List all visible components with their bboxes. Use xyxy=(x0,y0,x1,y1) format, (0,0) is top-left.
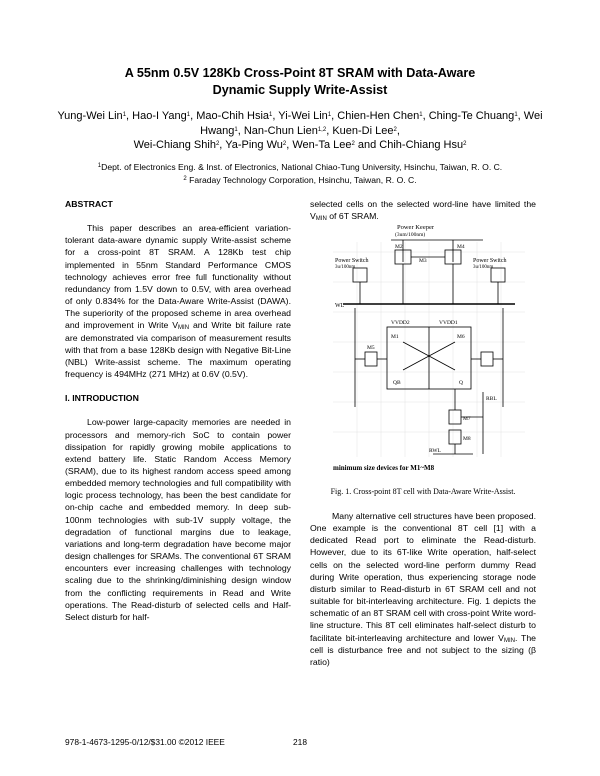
introduction-heading: I. INTRODUCTION xyxy=(65,393,139,404)
author: Kuen-Di Lee xyxy=(332,124,394,137)
author: Wei-Chiang Shih xyxy=(133,139,216,151)
right-column-top xyxy=(310,198,536,222)
figure-caption: Fig. 1. Cross-point 8T cell with Data-Aware Write-Assist. xyxy=(330,487,516,496)
page-number: 218 xyxy=(293,737,307,747)
author: Wei Hwang xyxy=(200,110,543,137)
power-keeper-label: Power Keeper xyxy=(397,224,434,231)
m5-label: M5 xyxy=(367,345,375,351)
author: Wen-Ta Lee xyxy=(292,139,352,151)
rbl-label: RBL xyxy=(486,396,497,402)
author: Yung-Wei Lin xyxy=(57,110,123,122)
author: Yi-Wei Lin xyxy=(278,110,328,122)
author: Ching-Te Chuang xyxy=(428,110,515,122)
m3-label: M3 xyxy=(419,258,427,264)
m4-label: M4 xyxy=(457,244,465,250)
power-switch-left-size: 3u/100nm xyxy=(335,265,356,270)
qb-label: QB xyxy=(393,380,401,386)
vvdd1-label: VVDD1 xyxy=(439,320,458,326)
figure-schematic xyxy=(333,222,525,462)
author-list: Yung-Wei Lin$^1$, Hao-I Yang$^1$, Mao-Chih Hsia$^1$, Yi-Wei Lin$^1$, Chien-Hen Chen$^1$, Ching-Te Chuang$^1$, Wei Hwang$^1$, Nan-Chun Lien$^{1,2}$, Kuen-Di Lee$^2$, Wei-Chiang Shih$^2$, Ya-Ping Wu$^2$, Wen-Ta Lee$^2$ and Chih-Chiang Hsu$^2$ xyxy=(57,110,543,151)
author: Ya-Ping Wu xyxy=(225,139,283,151)
left-column xyxy=(65,198,291,623)
author: Chih-Chiang Hsu xyxy=(379,139,464,151)
power-switch-right-size: 3u/100nm xyxy=(473,265,494,270)
power-switch-right-label: Power Switch xyxy=(473,258,507,264)
vvdd2-label: VVDD2 xyxy=(391,320,410,326)
title-line-1: A 55nm 0.5V 128Kb Cross-Point 8T SRAM with Data-Aware xyxy=(124,66,476,80)
figure-note: minimum size devices for M1~M8 xyxy=(333,464,435,472)
rwl-label: RWL xyxy=(429,448,441,454)
q-label: Q xyxy=(459,380,463,386)
right-column-body xyxy=(310,510,536,668)
author: Nan-Chun Lien xyxy=(243,124,318,137)
power-keeper-size: (3um/100nm) xyxy=(395,232,426,238)
title-line-2: Dynamic Supply Write-Assist xyxy=(212,83,388,97)
m6-label: M6 xyxy=(457,334,465,340)
affiliations xyxy=(40,161,560,186)
m7-label: M7 xyxy=(463,416,471,422)
abstract-text: This paper describes an area-efficient variation-tolerant data-aware dynamic supply Write-assist scheme for a cross-point 8T SRAM. A 128Kb test chip implemented in 55nm Standard Performance CMOS technology achieves error free full functionality without redundancy from 1.5V down to 0.5V, with area overhead of only 0.834% for the Data-Aware Write-Assist (DAWA). The superiority of the proposed scheme in area overhead and improvement in Write $V_{MIN}$ and Write bit failure rate are demonstrated via comparison of measurement results with that from a base 128Kb design with Negative Bit-Line (NBL) Write-assist scheme. The maximum operating frequency is 494MHz (271 MHz) at 0.6V (0.5V). xyxy=(65,223,292,380)
power-switch-left-label: Power Switch xyxy=(335,258,369,264)
wl-label: WL xyxy=(335,303,345,309)
introduction-text: Low-power large-capacity memories are needed in processors and memory-rich SoC to contain power dissipation for rapidly growing mobile applications to extend battery life. Static Random Access Memory (SRAM), due to its highest random access speed among embedded memory technologies and full compatibility with logic process technology, has been the best candidate for on-chip cache and embedded memory. In deep sub-100nm technologies with sub-1V supply voltage, the degradation of functional margins due to leakage, variations and long-term degradation have become major design challenges for SRAMs. The conventional 6T SRAM encounters ever increasing challenges with technology scaling due to the shrinking/diminishing design window from the conflicting requirements in Read and Write operations. The Read-disturb of selected cells and Half-Select disturb for half- xyxy=(65,417,291,622)
m1-label: M1 xyxy=(391,334,399,340)
author: Mao-Chih Hsia xyxy=(196,110,270,122)
m8-label: M8 xyxy=(463,436,471,442)
continued-text: selected cells on the selected word-line have limited the $V_{MIN}$ of 6T SRAM. xyxy=(310,199,536,223)
author: Chien-Hen Chen xyxy=(337,110,420,122)
footer-isbn: 978-1-4673-1295-0/12/$31.00 ©2012 IEEE xyxy=(65,737,225,747)
body-paragraph: Many alternative cell structures have been proposed. One example is the conventional 8T cell [1] with a dedicated Read port to eliminate the Read-disturb. However, due to its 6T-like Write operation, half-select cells on the selected word-line perform dummy Read during Write operation, thus experiencing storage node disturb similar to Read-disturb in 6T SRAM cell and not suitable for bit-interleaving architecture. Fig. 1 depicts the schematic of an 8T SRAM cell with cross-point Write word-line structure. This 8T cell eliminates half-select disturb to facilitate bit-interleaving architecture and lower $V_{MIN}$. The cell is disturbance free and not subject to the sizing (β ratio) xyxy=(310,511,537,667)
affiliation-2: $^2$ Faraday Technology Corporation, Hsinchu, Taiwan, R. O. C. xyxy=(183,174,417,185)
abstract-heading: ABSTRACT xyxy=(65,199,113,209)
m2-label: M2 xyxy=(395,244,403,250)
figure-labels xyxy=(335,224,507,454)
author: Hao-I Yang xyxy=(132,110,187,122)
affiliation-1: $^1$Dept. of Electronics Eng. & Inst. of Electronics, National Chiao-Tung University, Hsinchu, Taiwan, R. O. C. xyxy=(97,162,503,172)
paper-title xyxy=(40,65,560,99)
